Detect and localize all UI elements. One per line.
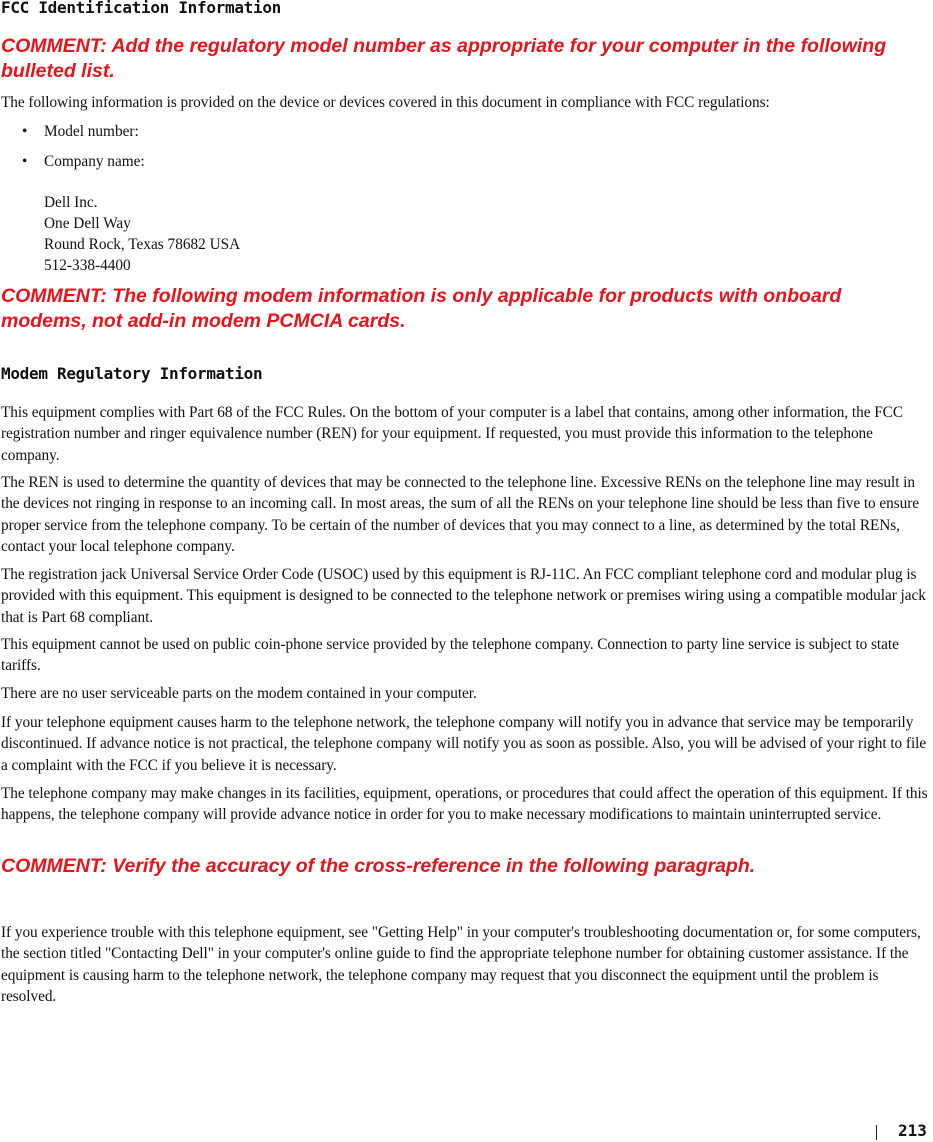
modem-paragraph: The registration jack Universal Service Order Code (USOC) used by this equipment is RJ-11C. An FCC compliant telephone cord and modular plug is provided with this equipment. This equipment is designed to be connected to the telephone network or premises wiring using a compatible modular jack that is Part 68 compliant. bbox=[1, 566, 926, 626]
bullet-icon: • bbox=[22, 123, 28, 140]
bullet-company-name: • Company name: bbox=[22, 153, 145, 170]
modem-paragraph: The telephone company may make changes in its facilities, equipment, operations, or procedures that could affect the operation of this equipment. If this happens, the telephone company will provide advance notice in order for you to make necessary modifications to maintain uninterrupted service. bbox=[1, 785, 928, 824]
modem-heading: Modem Regulatory Information bbox=[1, 364, 263, 383]
bullet-model-number: • Model number: bbox=[22, 123, 139, 140]
fcc-heading: FCC Identification Information bbox=[1, 0, 281, 17]
modem-paragraph: This equipment cannot be used on public coin-phone service provided by the telephone company. Connection to party line service is subject to state tariffs. bbox=[1, 636, 899, 675]
crossref-comment: COMMENT: Verify the accuracy of the cross-reference in the following paragraph. bbox=[1, 855, 756, 877]
address-line: 512-338-4400 bbox=[44, 257, 131, 274]
address-line: Round Rock, Texas 78682 USA bbox=[44, 236, 241, 253]
address-line: Dell Inc. bbox=[44, 194, 98, 211]
modem-comment: COMMENT: The following modem information is only applicable for products with onboard modems, not add-in modem PCMCIA cards. bbox=[1, 285, 842, 332]
fcc-comment: COMMENT: Add the regulatory model number as appropriate for your computer in the following bulleted list. bbox=[1, 35, 887, 82]
modem-paragraph: If your telephone equipment causes harm to the telephone network, the telephone company will notify you in advance that service may be temporarily discontinued. If advance notice is not practical, the telephone company will notify you as soon as possible. Also, you will be advised of your right to file a complaint with the FCC if you believe it is necessary. bbox=[1, 714, 927, 774]
modem-paragraph: There are no user serviceable parts on the modem contained in your computer. bbox=[1, 685, 477, 702]
modem-paragraph: This equipment complies with Part 68 of the FCC Rules. On the bottom of your computer is a label that contains, among other information, the FCC registration number and ringer equivalence number (REN) for your equipment. If requested, you must provide this information to the telephone company. bbox=[1, 404, 903, 464]
company-address bbox=[44, 192, 240, 276]
bullet-icon: • bbox=[22, 153, 28, 170]
fcc-intro: The following information is provided on the device or devices covered in this document in compliance with FCC regulations: bbox=[1, 94, 770, 111]
modem-paragraph: The REN is used to determine the quantity of devices that may be connected to the telephone line. Excessive RENs on the telephone line may result in the devices not ringing in response to an incoming call. In most areas, the sum of all the RENs on your telephone line should be less than five to ensure proper service from the telephone company. To be certain of the number of devices that you may connect to a line, as determined by the total RENs, contact your local telephone company. bbox=[1, 474, 920, 555]
page-number: 213 bbox=[898, 1121, 927, 1140]
address-line: One Dell Way bbox=[44, 215, 131, 232]
footer-divider bbox=[876, 1125, 877, 1140]
final-paragraph: If you experience trouble with this telephone equipment, see "Getting Help" in your computer's troubleshooting documentation or, for some computers, the section titled "Contacting Dell" in your computer's online guide to find the appropriate telephone number for obtaining customer assistance. If the equipment is causing harm to the telephone network, the telephone company may request that you disconnect the equipment until the problem is resolved. bbox=[1, 924, 921, 1005]
